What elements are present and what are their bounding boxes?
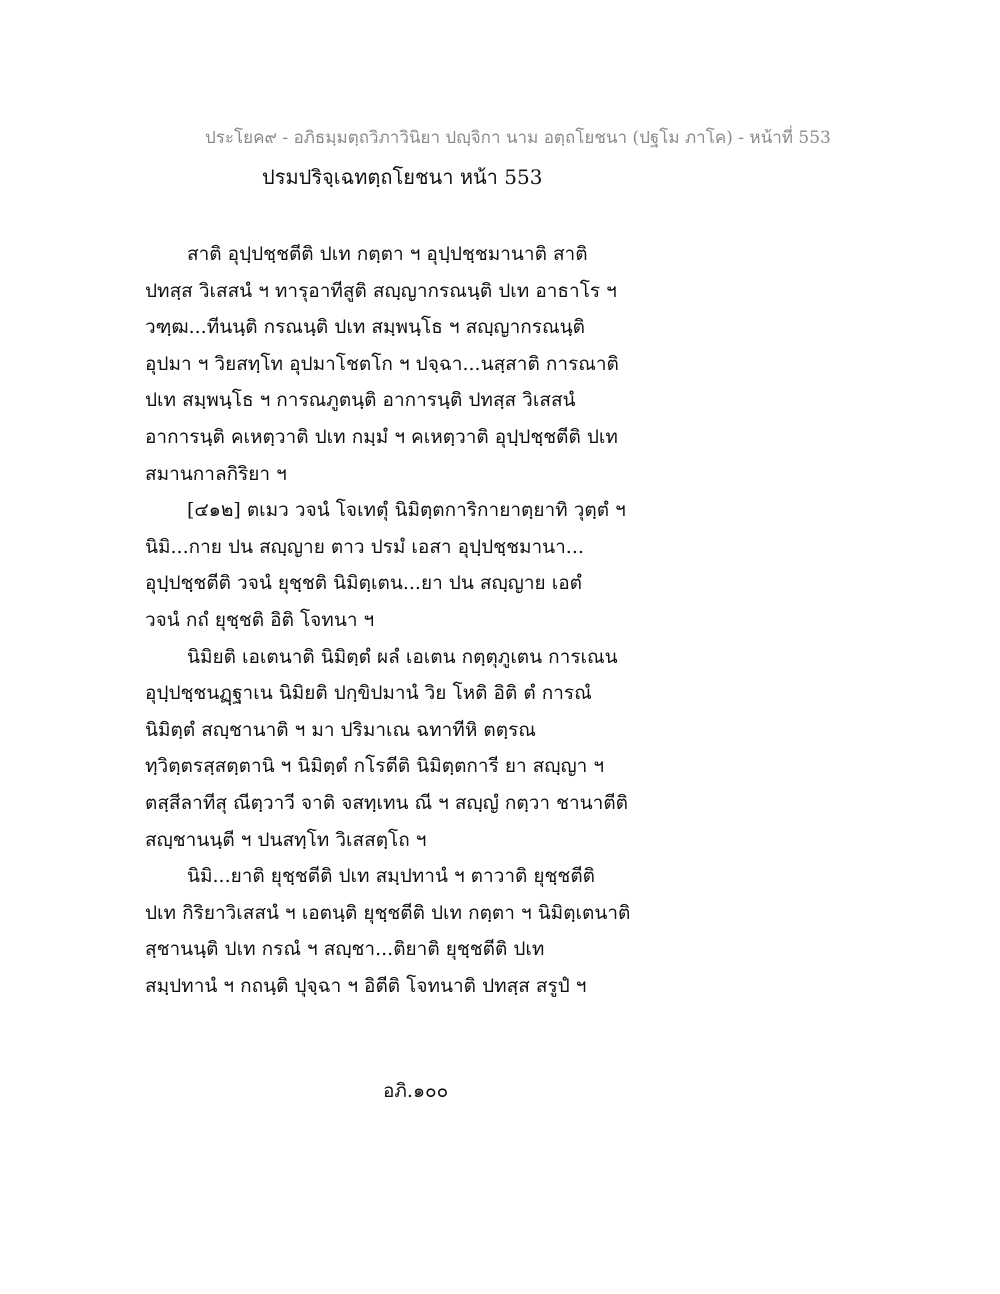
text-line: อาการนฺติ คเหตฺวาติ ปเท กมฺมํ ฯ คเหตฺวาติ อุปฺปชฺชตีติ ปเท bbox=[145, 425, 618, 448]
text-line: วฑฺฒ...ทีนนฺติ กรณนฺติ ปเท สมฺพนฺโธ ฯ สญฺญากรณนฺติ bbox=[145, 316, 585, 339]
text-line: สมานกาลกิริยา ฯ bbox=[145, 462, 287, 485]
text-line: สมฺปทานํ ฯ กถนฺติ ปุจฺฉา ฯ อิตีติ โจทนาติ ปทสฺส สรูปํ ฯ bbox=[145, 974, 587, 997]
text-line: วจนํ กถํ ยุชฺชติ อิติ โจทนา ฯ bbox=[145, 608, 375, 631]
text-line: นิมิยติ เอเตนาติ นิมิตฺตํ ผลํ เอเตน กตฺตุภูเตน การเณน bbox=[187, 645, 618, 668]
text-line: สฺชานนฺติ ปเท กรณํ ฯ สญฺชา...ติยาติ ยุชฺชตีติ ปเท bbox=[145, 938, 545, 961]
text-line: อุปฺปชฺชตีติ วจนํ ยุชฺชติ นิมิตฺเตน...ยา ปน สญฺญาย เอตํ bbox=[145, 572, 582, 595]
text-line: นิมิตฺตํ สญฺชานาติ ฯ มา ปริมาเณ ฉทาทีหิ ตตฺรณ bbox=[145, 718, 536, 741]
text-line: อุปมา ฯ วิยสทฺโท อุปมาโชตโก ฯ ปจฺฉา...นสฺสาติ การณาติ bbox=[145, 352, 619, 375]
text-line: ปเท กิริยาวิเสสนํ ฯ เอตนฺติ ยุชฺชตีติ ปเท กตฺตา ฯ นิมิตฺเตนาติ bbox=[145, 901, 631, 924]
running-header: ประโยค๙ - อภิธมฺมตฺถวิภาวินิยา ปญฺจิกา นาม อตฺถโยชนา (ปฐโม ภาโค) - หน้าที่ 553 bbox=[205, 128, 831, 148]
body-text bbox=[145, 236, 665, 1004]
text-line: ทฺวิตฺตรสฺสตฺตานิ ฯ นิมิตฺตํ กโรตีติ นิมิตฺตการี ยา สญฺญา ฯ bbox=[145, 755, 605, 778]
text-line: สาติ อุปฺปชฺชตีติ ปเท กตฺตา ฯ อุปฺปชฺชมานาติ สาติ bbox=[187, 243, 588, 265]
text-line: [๔๑๒] ตเมว วจนํ โจเทตุํ นิมิตฺตการิกายาตฺยาทิ วุตฺตํ ฯ bbox=[187, 499, 626, 522]
text-line: สญฺชานนฺตี ฯ ปนสทฺโท วิเสสตฺโถ ฯ bbox=[145, 828, 427, 851]
text-line: ปทสฺส วิเสสนํ ฯ ทารุอาทีสูติ สญฺญากรณนฺติ ปเท อาธาโร ฯ bbox=[145, 279, 617, 302]
text-line: นิมิ...กาย ปน สญฺญาย ตาว ปรมํ เอสา อุปฺปชฺชมานา... bbox=[145, 535, 584, 558]
text-line: ตสฺสีลาทีสุ ณีตฺวาวี จาติ จสทฺเทน ณี ฯ สญฺญํ กตฺวา ชานาตีติ bbox=[145, 791, 629, 814]
text-line: ปเท สมฺพนฺโธ ฯ การณภูตนฺติ อาการนฺติ ปทสฺส วิเสสนํ bbox=[145, 389, 576, 412]
text-line: นิมิ...ยาติ ยุชฺชตีติ ปเท สมฺปทานํ ฯ ตาวาติ ยุชฺชตีติ bbox=[187, 865, 596, 888]
section-title: ปรมปริจฺเฉทตฺถโยชนา หน้า 553 bbox=[262, 165, 543, 189]
text-line: อุปฺปชฺชนฏฺฐาเน นิมิยติ ปกฺขิปมานํ วิย โหติ อิติ ตํ การณํ bbox=[145, 682, 592, 705]
page-number: อภิ.๑๐๐ bbox=[383, 1080, 449, 1102]
